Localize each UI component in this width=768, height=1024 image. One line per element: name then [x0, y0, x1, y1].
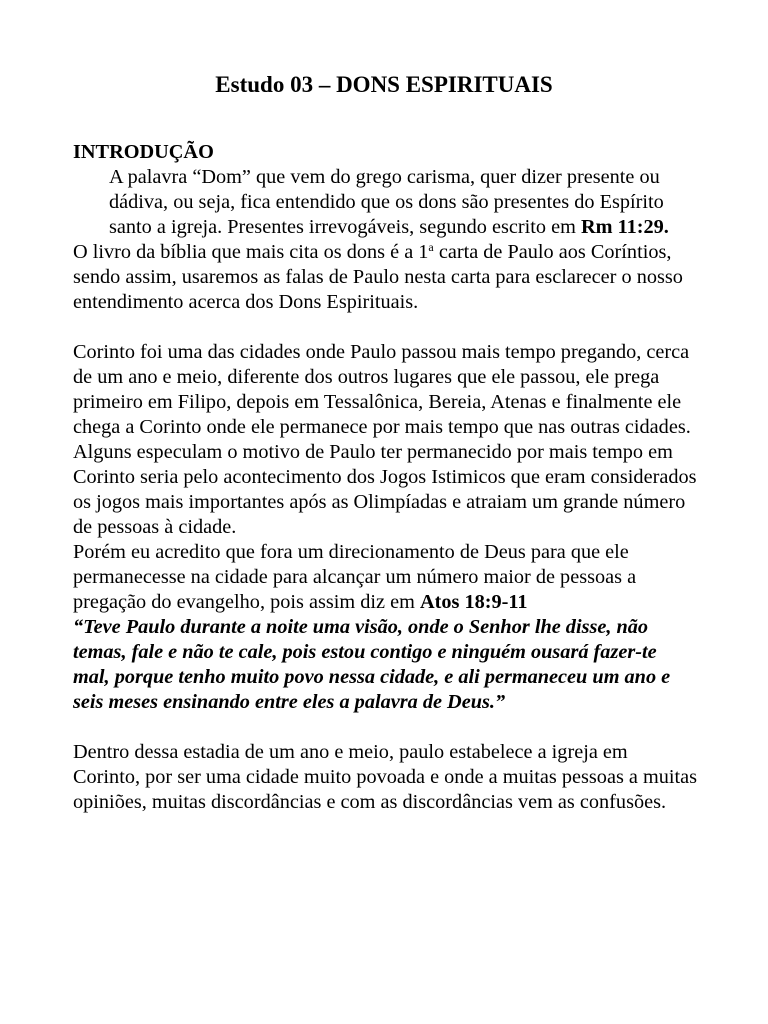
intro-text: A palavra “Dom” que vem do grego carisma, quer dizer presente ou dádiva, ou seja, fica entendido que os dons são presentes do Espírito santo a igreja. Presentes irrevogáveis, segundo escrito em [109, 166, 664, 238]
bible-reference: Atos 18:9-11 [419, 591, 528, 613]
intro-reference: Rm 11:29. [580, 216, 669, 238]
paragraph-1 [73, 240, 698, 315]
paragraph-spacer [73, 715, 698, 740]
document-title: Estudo 03 – DONS ESPIRITUAIS [215, 72, 553, 97]
intro-paragraph [109, 165, 698, 240]
paragraph-1-start: O livro da bíblia que mais cita os dons é a 1 [73, 241, 429, 263]
document-body [73, 140, 698, 815]
intro-heading: INTRODUÇÃO [73, 141, 214, 163]
bible-quote: “Teve Paulo durante a noite uma visão, onde o Senhor lhe disse, não temas, fale e não te cale, pois estou contigo e ninguém ousará fazer-te mal, porque tenho muito povo nessa cidade, e ali permaneceu um ano e seis meses ensinando entre eles a palavra de Deus.” [73, 616, 671, 713]
paragraph-4: Dentro dessa estadia de um ano e meio, paulo estabelece a igreja em Corinto, por ser uma cidade muito povoada e onde a muitas pessoas a muitas opiniões, muitas discordâncias e com as discordâncias vem as confusões. [73, 741, 698, 813]
paragraph-3 [73, 540, 698, 715]
paragraph-1-end: carta de Paulo aos Coríntios, sendo assim, usaremos as falas de Paulo nesta carta para esclarecer o nosso entendimento acerca dos Dons Espirituais. [73, 241, 683, 313]
paragraph-2: Corinto foi uma das cidades onde Paulo passou mais tempo pregando, cerca de um ano e meio, diferente dos outros lugares que ele passou, ele prega primeiro em Filipo, depois em Tessalônica, Bereia, Atenas e finalmente ele chega a Corinto onde ele permanece por mais tempo que nas outras cidades. Alguns especulam o motivo de Paulo ter permanecido por mais tempo em Corinto seria pelo acontecimento dos Jogos Istimicos que eram considerados os jogos mais importantes após as Olimpíadas e atraiam um grande número de pessoas à cidade. [73, 341, 697, 538]
ordinal-superscript: a [428, 240, 434, 254]
paragraph-spacer [73, 315, 698, 340]
paragraph-3-text: Porém eu acredito que fora um direcionamento de Deus para que ele permanecesse na cidade para alcançar um número maior de pessoas a pregação do evangelho, pois assim diz em [73, 541, 637, 613]
